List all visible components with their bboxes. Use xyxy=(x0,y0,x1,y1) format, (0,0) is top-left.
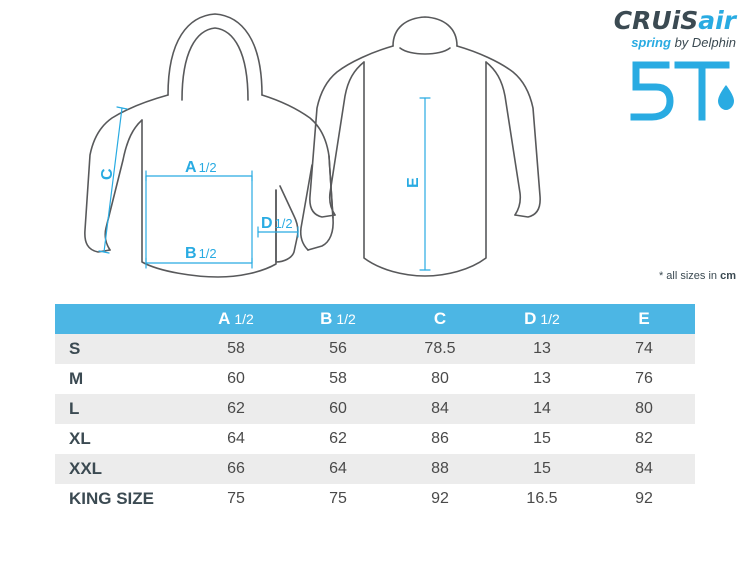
brand-name-accent: air xyxy=(698,6,736,35)
label-a: A 1/2 xyxy=(185,159,217,176)
cell-b: 58 xyxy=(287,364,389,394)
brand-name-main: CRUiS xyxy=(613,6,699,35)
cell-b: 60 xyxy=(287,394,389,424)
table-col-header-e: E xyxy=(593,304,695,334)
cell-c: 92 xyxy=(389,484,491,514)
table-col-header-a: A 1/2 xyxy=(185,304,287,334)
table-body xyxy=(55,334,695,514)
row-size-label: S xyxy=(55,334,185,364)
cell-e: 92 xyxy=(593,484,695,514)
cell-c: 80 xyxy=(389,364,491,394)
cell-a: 60 xyxy=(185,364,287,394)
cell-d: 15 xyxy=(491,424,593,454)
cell-c: 86 xyxy=(389,424,491,454)
cell-d: 16.5 xyxy=(491,484,593,514)
row-size-label: L xyxy=(55,394,185,424)
front-view-outline xyxy=(85,14,333,277)
cell-c: 78.5 xyxy=(389,334,491,364)
cell-d: 13 xyxy=(491,334,593,364)
cell-b: 62 xyxy=(287,424,389,454)
brand-tagline-rest: by Delphin xyxy=(674,35,736,50)
cell-b: 56 xyxy=(287,334,389,364)
garment-diagrams xyxy=(0,0,600,300)
cell-e: 80 xyxy=(593,394,695,424)
cell-a: 62 xyxy=(185,394,287,424)
table-row xyxy=(55,484,695,514)
brand-tagline-accent: spring xyxy=(631,35,671,50)
footnote-unit: cm xyxy=(720,270,736,282)
cell-b: 75 xyxy=(287,484,389,514)
cell-c: 88 xyxy=(389,454,491,484)
size-table xyxy=(55,304,695,514)
label-e: E xyxy=(405,177,422,188)
label-c: C xyxy=(99,168,116,180)
table-row xyxy=(55,364,695,394)
units-footnote xyxy=(659,270,736,282)
water-drop-icon xyxy=(718,85,734,110)
table-row xyxy=(55,334,695,364)
table-col-header-c: C xyxy=(389,304,491,334)
label-d: D 1/2 xyxy=(261,215,293,232)
label-b: B 1/2 xyxy=(185,245,217,262)
brand-name xyxy=(556,8,736,33)
cell-e: 76 xyxy=(593,364,695,394)
table-header xyxy=(55,304,695,334)
cell-a: 75 xyxy=(185,484,287,514)
cell-e: 82 xyxy=(593,424,695,454)
cell-a: 66 xyxy=(185,454,287,484)
cell-d: 15 xyxy=(491,454,593,484)
brand-block xyxy=(556,8,736,125)
table-corner-cell xyxy=(55,304,185,334)
cell-a: 58 xyxy=(185,334,287,364)
logo-5t-icon xyxy=(626,55,736,125)
footnote-prefix: * all sizes in xyxy=(658,270,721,282)
row-size-label: XXL xyxy=(55,454,185,484)
row-size-label: XL xyxy=(55,424,185,454)
table-row xyxy=(55,394,695,424)
cell-e: 84 xyxy=(593,454,695,484)
row-size-label: M xyxy=(55,364,185,394)
cell-d: 14 xyxy=(491,394,593,424)
cell-c: 84 xyxy=(389,394,491,424)
brand-tagline xyxy=(556,33,736,53)
row-size-label: KING SIZE xyxy=(55,484,185,514)
cell-e: 74 xyxy=(593,334,695,364)
cell-a: 64 xyxy=(185,424,287,454)
front-dimension-lines xyxy=(99,107,298,268)
table-col-header-d: D 1/2 xyxy=(491,304,593,334)
table-col-header-b: B 1/2 xyxy=(287,304,389,334)
cell-b: 64 xyxy=(287,454,389,484)
cell-d: 13 xyxy=(491,364,593,394)
table-row xyxy=(55,454,695,484)
table-header-row xyxy=(55,304,695,334)
table-row xyxy=(55,424,695,454)
